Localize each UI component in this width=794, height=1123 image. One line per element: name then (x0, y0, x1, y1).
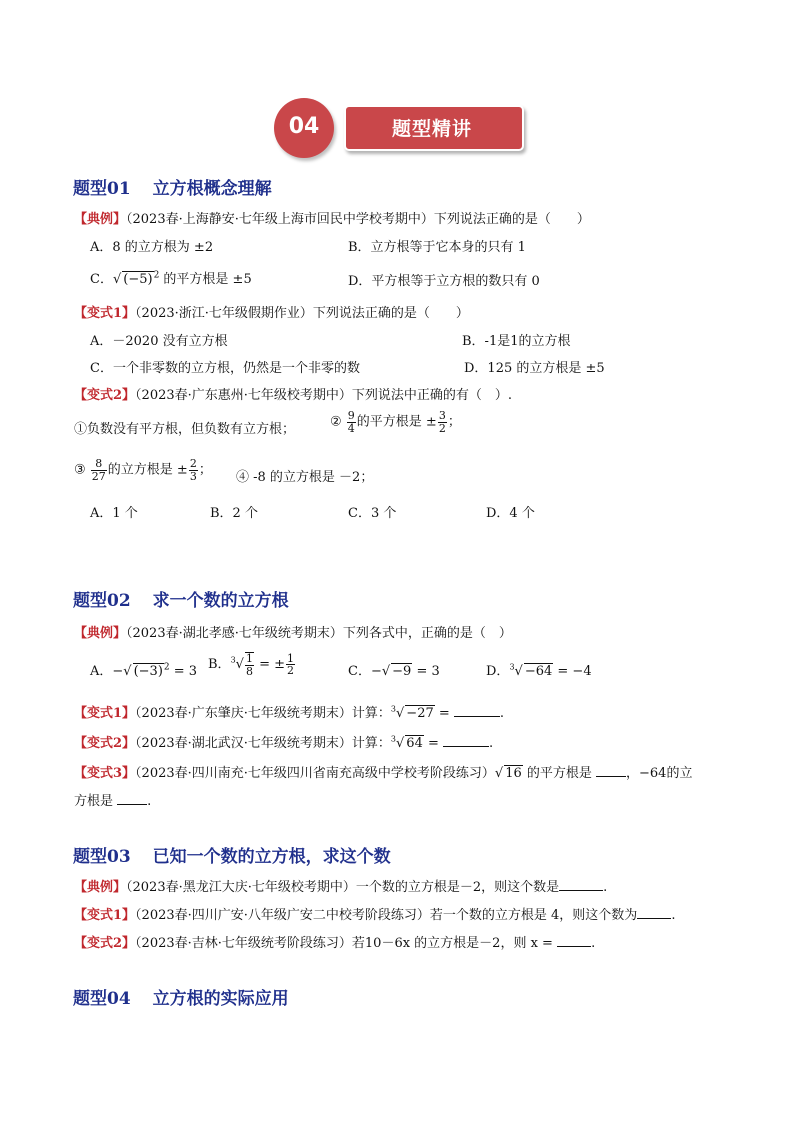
s3-example-line: 【典例】（2023春·黑龙江大庆·七年级校考期中）一个数的立方根是－2，则这个数是 . (74, 880, 608, 895)
s1-statement-3: ③ $\frac{8}{27}$ 的立方根是 ± $\frac{2}{3}$ ； (74, 457, 212, 483)
section-3-heading: 题型03 已知一个数的立方根，求这个数 (73, 847, 391, 867)
section-1-heading: 题型01 立方根概念理解 (73, 179, 272, 199)
s2-variant2-line: 【变式2】（2023春·湖北武汉·七年级统考期末）计算：$^3$√ 64 = . (74, 734, 494, 751)
s1-variant1-line: 【变式1】（2023·浙江·七年级假期作业）下列说法正确的是（ ） (74, 306, 469, 321)
s1-option-d: D．平方根等于立方根的数只有 0 (348, 274, 540, 289)
s1-example-line: 【典例】（2023春·上海静安·七年级上海市回民中学校考期中）下列说法正确的是（ ） (74, 212, 590, 227)
s2-v1-blank[interactable] (454, 716, 500, 717)
section-4-heading: 题型04 立方根的实际应用 (73, 989, 289, 1009)
s2-variant3-line: 【变式3】（2023春·四川南充·七年级四川省南充高级中学校考阶段练习）√ 16 的平方根是 ，−64的立 (74, 766, 693, 781)
s1-statement-1: ①负数没有平方根，但负数有立方根； (74, 422, 296, 437)
s1-v2-answer-c: C．3 个 (348, 506, 397, 521)
s1-v1-option-d: D．125 的立方根是 ±5 (464, 361, 605, 376)
s2-option-b: B．$^3$√ $\frac{1}{8}$ = ± $\frac{1}{2}$ (208, 651, 295, 678)
s2-variant1-line: 【变式1】（2023春·广东肇庆·七年级统考期末）计算：$^3$√ −27 = . (74, 704, 505, 721)
s1-v2-answer-b: B．2 个 (210, 506, 258, 521)
s2-v2-blank[interactable] (443, 746, 489, 747)
s3-variant1-line: 【变式1】（2023春·四川广安·八年级广安二中校考阶段练习）若一个数的立方根是 4，则这个数为 . (74, 908, 676, 923)
s1-option-a: A．8 的立方根为 ±2 (90, 240, 214, 255)
s1-v1-option-c: C．一个非零数的立方根，仍然是一个非零的数 (90, 361, 360, 376)
section-2-heading: 题型02 求一个数的立方根 (73, 591, 289, 611)
s2-option-d: D．$^3$√ −64 = −4 (486, 662, 592, 679)
s1-v2-answer-d: D．4 个 (486, 506, 535, 521)
s3-example-blank[interactable] (559, 890, 603, 891)
banner-title: 题型精讲 (391, 118, 472, 140)
s1-statement-2: ② $\frac{9}{4}$ 的平方根是 ± $\frac{3}{2}$ ； (330, 409, 461, 435)
s1-option-b: B．立方根等于它本身的只有 1 (348, 240, 526, 255)
s2-v3-blank-2[interactable] (117, 804, 147, 805)
s3-variant2-line: 【变式2】（2023春·吉林·七年级统考阶段练习）若10－6x 的立方根是－2，则 x = . (74, 936, 596, 951)
s1-v1-option-a: A．－2020 没有立方根 (90, 334, 228, 349)
banner-number: 04 (288, 114, 320, 139)
s3-v2-blank[interactable] (557, 946, 591, 947)
s2-example-line: 【典例】（2023春·湖北孝感·七年级统考期末）下列各式中，正确的是（ ） (74, 626, 512, 641)
s3-v1-blank[interactable] (637, 918, 671, 919)
s1-variant2-line: 【变式2】（2023春·广东惠州·七年级校考期中）下列说法中正确的有（ ）. (74, 388, 513, 403)
s1-v1-option-b: B．-1是1的立方根 (462, 334, 571, 349)
s1-v2-answer-a: A．1 个 (90, 506, 138, 521)
s2-variant3-line2: 方根是 . (74, 794, 152, 809)
s1-option-c: C．√ $(-5)^2$ 的平方根是 ±5 (90, 270, 252, 287)
s2-v3-blank-1[interactable] (596, 776, 626, 777)
s2-option-c: C．−√ −9 = 3 (348, 664, 440, 679)
s2-option-a: A．−√ $(-3)^2 = 3$ (90, 662, 198, 679)
s1-statement-4: ④ -8 的立方根是 －2； (236, 470, 374, 485)
